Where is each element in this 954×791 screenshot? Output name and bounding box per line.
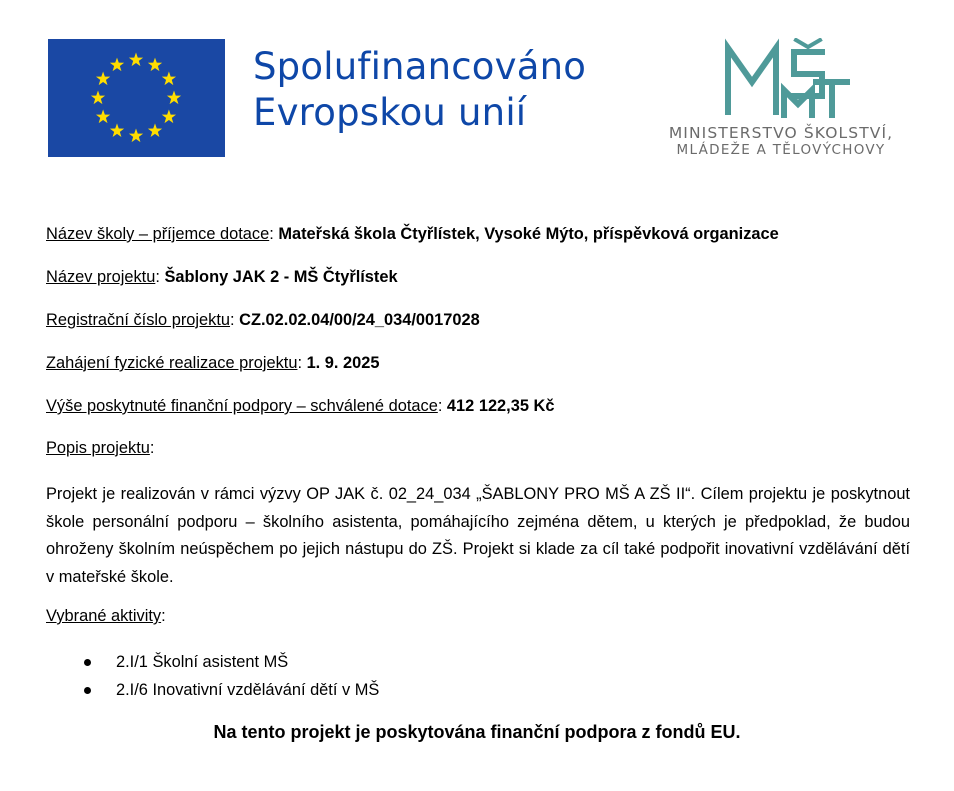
field-sep: : bbox=[269, 225, 279, 243]
bullet-icon bbox=[84, 659, 91, 666]
activity-text: 2.I/6 Inovativní vzdělávání dětí v MŠ bbox=[116, 681, 380, 699]
ministry-line-1: MINISTERSTVO ŠKOLSTVÍ, bbox=[668, 124, 894, 142]
field-label: Registrační číslo projektu bbox=[46, 311, 231, 329]
field-sep: : bbox=[155, 268, 165, 286]
field-registration-number bbox=[46, 311, 480, 330]
field-sep: : bbox=[149, 439, 155, 457]
field-description-heading bbox=[46, 439, 154, 458]
list-item bbox=[84, 650, 379, 678]
activities-heading bbox=[46, 607, 166, 626]
activities-label: Vybrané aktivity bbox=[46, 607, 162, 625]
eu-text-line-2: Evropskou unií bbox=[253, 91, 527, 134]
field-project-name bbox=[46, 268, 398, 287]
field-value: 412 122,35 Kč bbox=[446, 397, 555, 415]
field-value: Šablony JAK 2 - MŠ Čtyřlístek bbox=[164, 268, 398, 286]
field-label: Název projektu bbox=[46, 268, 156, 286]
list-item bbox=[84, 678, 379, 706]
field-value: 1. 9. 2025 bbox=[306, 354, 380, 372]
field-sep: : bbox=[230, 311, 240, 329]
msmt-logo bbox=[722, 38, 850, 118]
field-value: CZ.02.02.04/00/24_034/0017028 bbox=[239, 311, 480, 329]
activities-sep: : bbox=[161, 607, 166, 625]
bullet-icon bbox=[84, 687, 91, 694]
ministry-line-2: MLÁDEŽE A TĚLOVÝCHOVY bbox=[676, 142, 886, 158]
eu-text-line-1: Spolufinancováno bbox=[253, 45, 587, 88]
activities-list bbox=[84, 650, 379, 706]
field-label: Popis projektu bbox=[46, 439, 150, 457]
eu-cofinanced-text bbox=[253, 44, 586, 136]
project-description: Projekt je realizován v rámci výzvy OP JAK č. 02_24_034 „ŠABLONY PRO MŠ A ZŠ II“. Cílem projektu je poskytnout škole personální podporu – školního asistenta, pomáhajícího zejména dětem, u kterých je předpoklad, že budou ohroženy školním neúspěchem po jejich nástupu do ZŠ. Projekt si klade za cíl také podpořit inovativní vzdělávání dětí v mateřské škole. bbox=[46, 485, 910, 586]
field-sep: : bbox=[297, 354, 307, 372]
field-grant-amount bbox=[46, 397, 554, 416]
eu-flag-logo bbox=[48, 39, 225, 157]
field-sep: : bbox=[437, 397, 447, 415]
field-start-date bbox=[46, 354, 379, 373]
field-label: Zahájení fyzické realizace projektu bbox=[46, 354, 298, 372]
field-value: Mateřská škola Čtyřlístek, Vysoké Mýto, příspěvková organizace bbox=[278, 225, 779, 243]
activity-text: 2.I/1 Školní asistent MŠ bbox=[116, 653, 289, 671]
msmt-caption bbox=[650, 124, 912, 158]
funding-notice: Na tento projekt je poskytována finanční podpora z fondů EU. bbox=[213, 722, 741, 742]
field-school-name bbox=[46, 225, 779, 244]
field-label: Výše poskytnuté finanční podpory – schválené dotace bbox=[46, 397, 438, 415]
field-label: Název školy – příjemce dotace bbox=[46, 225, 270, 243]
